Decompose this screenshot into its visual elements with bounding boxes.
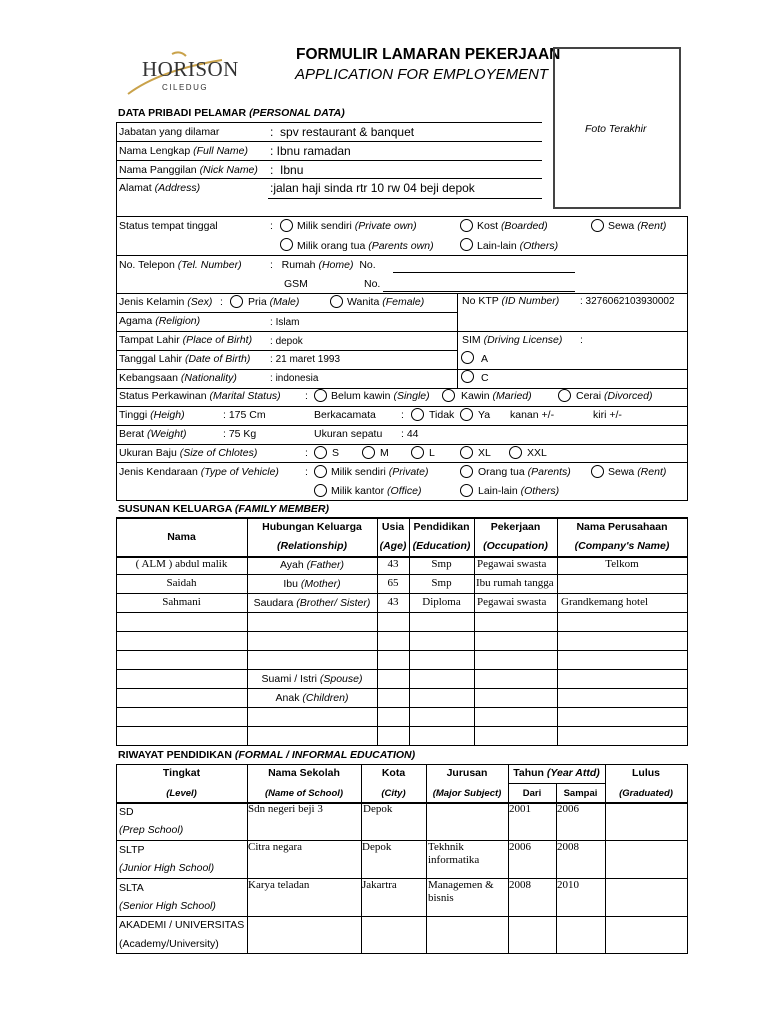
size-xl-radio[interactable]: [460, 446, 473, 459]
veh-rent-label: Sewa (Rent): [608, 466, 667, 478]
fullname-value[interactable]: : Ibnu ramadan: [270, 144, 351, 158]
edu-row-school[interactable]: Sdn negeri beji 3: [248, 803, 323, 815]
glasses-yes-radio[interactable]: [460, 408, 473, 421]
edu-row-city[interactable]: Depok: [363, 803, 393, 815]
fam-col-age: Usia: [381, 521, 405, 533]
phone-label: No. Telepon (Tel. Number): [119, 259, 242, 271]
phone-home-field[interactable]: [393, 272, 575, 273]
fam-row-name[interactable]: Saidah: [166, 577, 197, 589]
fam-row-age[interactable]: 43: [387, 558, 399, 570]
glasses-left-label: kiri +/-: [593, 409, 622, 421]
mar-single-label: Belum kawin (Single): [331, 390, 430, 402]
nickname-value[interactable]: : Ibnu: [270, 163, 304, 177]
ktp-value[interactable]: : 3276062103930002: [580, 296, 675, 307]
residence-label: Status tempat tinggal: [119, 220, 218, 232]
size-xxl-radio[interactable]: [509, 446, 522, 459]
address-label: Alamat (Address): [119, 182, 201, 194]
glasses-yes-label: Ya: [478, 409, 491, 421]
res-parents-radio[interactable]: [280, 238, 293, 251]
edu-row-level-en: (Junior High School): [119, 862, 215, 874]
gsm-field[interactable]: [383, 291, 575, 292]
size-l-label: L: [429, 447, 435, 459]
fam-row-education[interactable]: Smp: [431, 577, 452, 589]
logo-brand: HORISON: [142, 57, 239, 81]
photo-label: Foto Terakhir: [585, 123, 647, 135]
glasses-no-label: Tidak: [429, 409, 455, 421]
shoe-label: Ukuran sepatu: [314, 428, 383, 440]
shirt-label: Ukuran Baju (Size of Chlotes): [119, 447, 258, 459]
edu-col-graduated: Lulus: [632, 767, 660, 779]
sex-male-label: Pria (Male): [248, 296, 300, 308]
family-section-title: SUSUNAN KELUARGA (FAMILY MEMBER): [118, 503, 329, 515]
edu-col-school: Nama Sekolah: [268, 767, 340, 779]
sex-label: Jenis Kelamin (Sex): [119, 296, 213, 308]
fam-row-relation: Ayah (Father): [279, 559, 344, 571]
mar-single-radio[interactable]: [314, 389, 327, 402]
fam-col-education-en: (Education): [412, 540, 471, 552]
fam-spouse-label: Suami / Istri (Spouse): [261, 673, 363, 685]
fam-row-name[interactable]: ( ALM ) abdul malik: [135, 558, 228, 570]
fam-col-occupation: Pekerjaan: [490, 521, 541, 533]
fam-row-education[interactable]: Diploma: [422, 596, 461, 608]
res-own-label: Milik sendiri (Private own): [297, 220, 417, 232]
veh-office-label: Milik kantor (Office): [331, 485, 422, 497]
edu-row-level: SD: [119, 806, 134, 818]
edu-col-graduated-en: (Graduated): [619, 788, 673, 799]
edu-row-from[interactable]: 2006: [509, 841, 531, 853]
size-m-label: M: [380, 447, 389, 459]
veh-parents-radio[interactable]: [460, 465, 473, 478]
edu-col-major-en: (Major Subject): [432, 788, 502, 799]
edu-row-level: SLTP: [119, 844, 145, 856]
edu-row-from[interactable]: 2001: [509, 803, 531, 815]
fam-row-age[interactable]: 43: [387, 596, 399, 608]
size-s-label: S: [332, 447, 340, 459]
mar-married-label: Kawin (Maried): [461, 390, 532, 402]
address-value[interactable]: :jalan haji sinda rtr 10 rw 04 beji depok: [270, 181, 475, 195]
fam-row-occupation[interactable]: Ibu rumah tangga: [476, 577, 554, 589]
edu-row-to[interactable]: 2008: [557, 841, 579, 853]
sex-female-radio[interactable]: [330, 295, 343, 308]
birthdate-value[interactable]: : 21 maret 1993: [270, 354, 341, 365]
mar-divorced-label: Cerai (Divorced): [576, 390, 653, 402]
mar-married-radio[interactable]: [442, 389, 455, 402]
sex-female-label: Wanita (Female): [347, 296, 425, 308]
glasses-right-label: kanan +/-: [510, 409, 555, 421]
edu-col-level-en: (Level): [166, 788, 197, 799]
fam-col-age-en: (Age): [379, 540, 407, 552]
sim-a-radio[interactable]: [461, 351, 474, 364]
edu-row-school[interactable]: Karya teladan: [248, 879, 310, 891]
edu-row-school[interactable]: Citra negara: [248, 841, 303, 853]
vehicle-label: Jenis Kendaraan (Type of Vehicle): [119, 466, 279, 478]
sex-male-radio[interactable]: [230, 295, 243, 308]
edu-row-level: SLTA: [119, 882, 144, 894]
edu-row-major[interactable]: Tekhnik informatika: [428, 841, 480, 866]
mar-divorced-radio[interactable]: [558, 389, 571, 402]
veh-parents-label: Orang tua (Parents): [478, 466, 571, 478]
religion-label: Agama (Religion): [119, 315, 201, 327]
form-subtitle: APPLICATION FOR EMPLOYEMENT: [295, 66, 549, 83]
phone-home-label: : Rumah (Home) No.: [270, 259, 376, 271]
fam-row-company[interactable]: Telkom: [605, 558, 639, 570]
edu-row-level-en: (Senior High School): [119, 900, 216, 912]
veh-rent-radio[interactable]: [591, 465, 604, 478]
birthplace-label: Tampat Lahir (Place of Birht): [119, 334, 253, 346]
veh-others-radio[interactable]: [460, 484, 473, 497]
edu-col-major: Jurusan: [446, 767, 488, 779]
fam-col-relation: Hubungan Keluarga: [262, 521, 362, 533]
fam-row-occupation[interactable]: Pegawai swasta: [477, 596, 547, 608]
personal-section-title: DATA PRIBADI PELAMAR (PERSONAL DATA): [118, 107, 345, 119]
res-others-radio[interactable]: [460, 238, 473, 251]
size-xxl-label: XXL: [527, 447, 547, 459]
fullname-label: Nama Lengkap (Full Name): [119, 145, 248, 157]
edu-row-to[interactable]: 2010: [557, 879, 579, 891]
edu-row-level-en: (Prep School): [119, 824, 184, 836]
weight-label: Berat (Weight): [119, 428, 187, 440]
veh-office-radio[interactable]: [314, 484, 327, 497]
religion-value[interactable]: : Islam: [270, 317, 300, 328]
fam-row-education[interactable]: Smp: [431, 558, 452, 570]
marital-label: Status Perkawinan (Marital Status): [119, 390, 281, 402]
fam-children-label: Anak (Children): [275, 692, 349, 704]
shoe-value[interactable]: : 44: [401, 428, 419, 440]
edu-col-level: Tingkat: [162, 767, 201, 779]
gsm-no-label: No.: [364, 278, 381, 290]
fam-row-occupation[interactable]: Pegawai swasta: [477, 558, 547, 570]
size-m-radio[interactable]: [362, 446, 375, 459]
size-s-radio[interactable]: [314, 446, 327, 459]
veh-own-radio[interactable]: [314, 465, 327, 478]
edu-row-major[interactable]: Managemen & bisnis: [428, 879, 494, 904]
nationality-value[interactable]: : indonesia: [270, 373, 319, 384]
height-value[interactable]: : 175 Cm: [223, 409, 266, 421]
gsm-label: GSM: [284, 278, 308, 290]
sim-a-label: A: [481, 353, 489, 365]
position-value[interactable]: : spv restaurant & banquet: [270, 125, 415, 139]
fam-row-age[interactable]: 65: [387, 577, 399, 589]
edu-col-to: Sampai: [563, 788, 598, 799]
sim-c-radio[interactable]: [461, 370, 474, 383]
edu-col-city: Kota: [381, 767, 406, 779]
edu-row-from[interactable]: 2008: [509, 879, 531, 891]
edu-row-city[interactable]: Depok: [362, 841, 392, 853]
res-rent-label: Sewa (Rent): [608, 220, 667, 232]
fam-row-name[interactable]: Sahmani: [162, 596, 201, 608]
weight-value[interactable]: : 75 Kg: [223, 428, 257, 440]
birthplace-value[interactable]: : depok: [270, 336, 303, 347]
res-own-radio[interactable]: [280, 219, 293, 232]
edu-col-from: Dari: [522, 788, 542, 799]
veh-own-label: Milik sendiri (Private): [331, 466, 429, 478]
fam-col-occupation-en: (Occupation): [483, 540, 548, 552]
fam-col-name: Nama: [167, 531, 196, 543]
res-others-label: Lain-lain (Others): [477, 240, 559, 252]
size-xl-label: XL: [478, 447, 491, 459]
glasses-no-radio[interactable]: [411, 408, 424, 421]
ktp-label: No KTP (ID Number): [462, 295, 560, 307]
glasses-label: Berkacamata: [314, 409, 376, 421]
logo-location: CILEDUG: [162, 83, 209, 92]
veh-others-label: Lain-lain (Others): [478, 485, 560, 497]
edu-row-level: AKADEMI / UNIVERSITAS: [119, 919, 245, 931]
form-title: FORMULIR LAMARAN PEKERJAAN: [296, 46, 561, 63]
fam-row-company[interactable]: Grandkemang hotel: [561, 596, 649, 608]
education-section-title: RIWAYAT PENDIDIKAN (FORMAL / INFORMAL EDUCATION): [118, 749, 416, 761]
edu-row-city[interactable]: Jakartra: [362, 879, 397, 891]
res-boarded-label: Kost (Boarded): [477, 220, 548, 232]
edu-row-level-en: (Academy/University): [119, 938, 219, 950]
fam-col-company-en: (Company's Name): [574, 540, 670, 552]
fam-col-company: Nama Perusahaan: [576, 521, 668, 533]
birthdate-label: Tanggal Lahir (Date of Birth): [119, 353, 251, 365]
res-rent-radio[interactable]: [591, 219, 604, 232]
nickname-label: Nama Panggilan (Nick Name): [119, 164, 258, 176]
fam-row-relation: Ibu (Mother): [283, 578, 341, 590]
position-label: Jabatan yang dilamar: [119, 126, 220, 138]
fam-col-education: Pendidikan: [413, 521, 470, 533]
res-boarded-radio[interactable]: [460, 219, 473, 232]
nationality-label: Kebangsaan (Nationality): [119, 372, 237, 384]
sim-c-label: C: [481, 372, 489, 384]
fam-row-relation: Saudara (Brother/ Sister): [253, 597, 371, 609]
edu-col-year: Tahun (Year Attd): [513, 767, 600, 779]
size-l-radio[interactable]: [411, 446, 424, 459]
sim-label: SIM (Driving License): [462, 334, 563, 346]
edu-col-city-en: (City): [381, 788, 406, 799]
fam-col-relation-en: (Relationship): [277, 540, 347, 552]
height-label: Tinggi (Heigh): [119, 409, 185, 421]
edu-row-to[interactable]: 2006: [557, 803, 579, 815]
res-parents-label: Milik orang tua (Parents own): [297, 240, 434, 252]
edu-col-school-en: (Name of School): [264, 788, 344, 799]
